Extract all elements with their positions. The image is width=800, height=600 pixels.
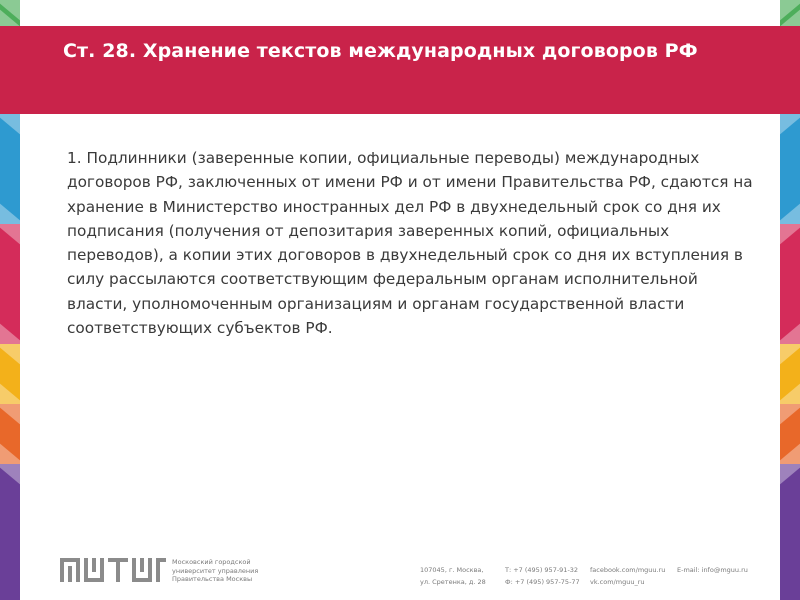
stripe-segment-purple bbox=[0, 464, 20, 600]
footer-email bbox=[677, 564, 748, 576]
university-name: Московский городской университет управления Правительства Москвы bbox=[172, 558, 259, 583]
address-line: 107045, г. Москва, bbox=[420, 566, 484, 574]
university-logo-icon bbox=[60, 556, 166, 584]
slide-title: Ст. 28. Хранение текстов международных договоров РФ bbox=[63, 40, 698, 62]
slide-body-text: 1. Подлинники (заверенные копии, официальные переводы) международных договоров РФ, заключенных от имени РФ и от имени Правительства РФ, сдаются на хранение в Министерство иностранных дел РФ в двухнедельный срок со дня их подписания (получения от депозитария заверенных копий, официальных переводов), а копии этих договоров в двухнедельный срок со дня их вступления в силу рассылаются соответствующим федеральным органам исполнительной власти, уполномоченным организациям и органам государственной власти соответствующих субъектов РФ. bbox=[67, 149, 753, 338]
footer-social bbox=[590, 564, 665, 588]
vk-link[interactable]: vk.com/mguu_ru bbox=[590, 578, 645, 586]
stripe-segment-purple bbox=[780, 464, 800, 600]
email-link[interactable]: E-mail: info@mguu.ru bbox=[677, 566, 748, 574]
phone-line: Т: +7 (495) 957-91-32 bbox=[505, 566, 579, 574]
footer-phones bbox=[505, 564, 580, 588]
facebook-link[interactable]: facebook.com/mguu.ru bbox=[590, 566, 666, 574]
address-line: ул. Сретенка, д. 28 bbox=[420, 578, 486, 586]
fax-line: Ф: +7 (495) 957-75-77 bbox=[505, 578, 580, 586]
footer-address bbox=[420, 564, 486, 588]
